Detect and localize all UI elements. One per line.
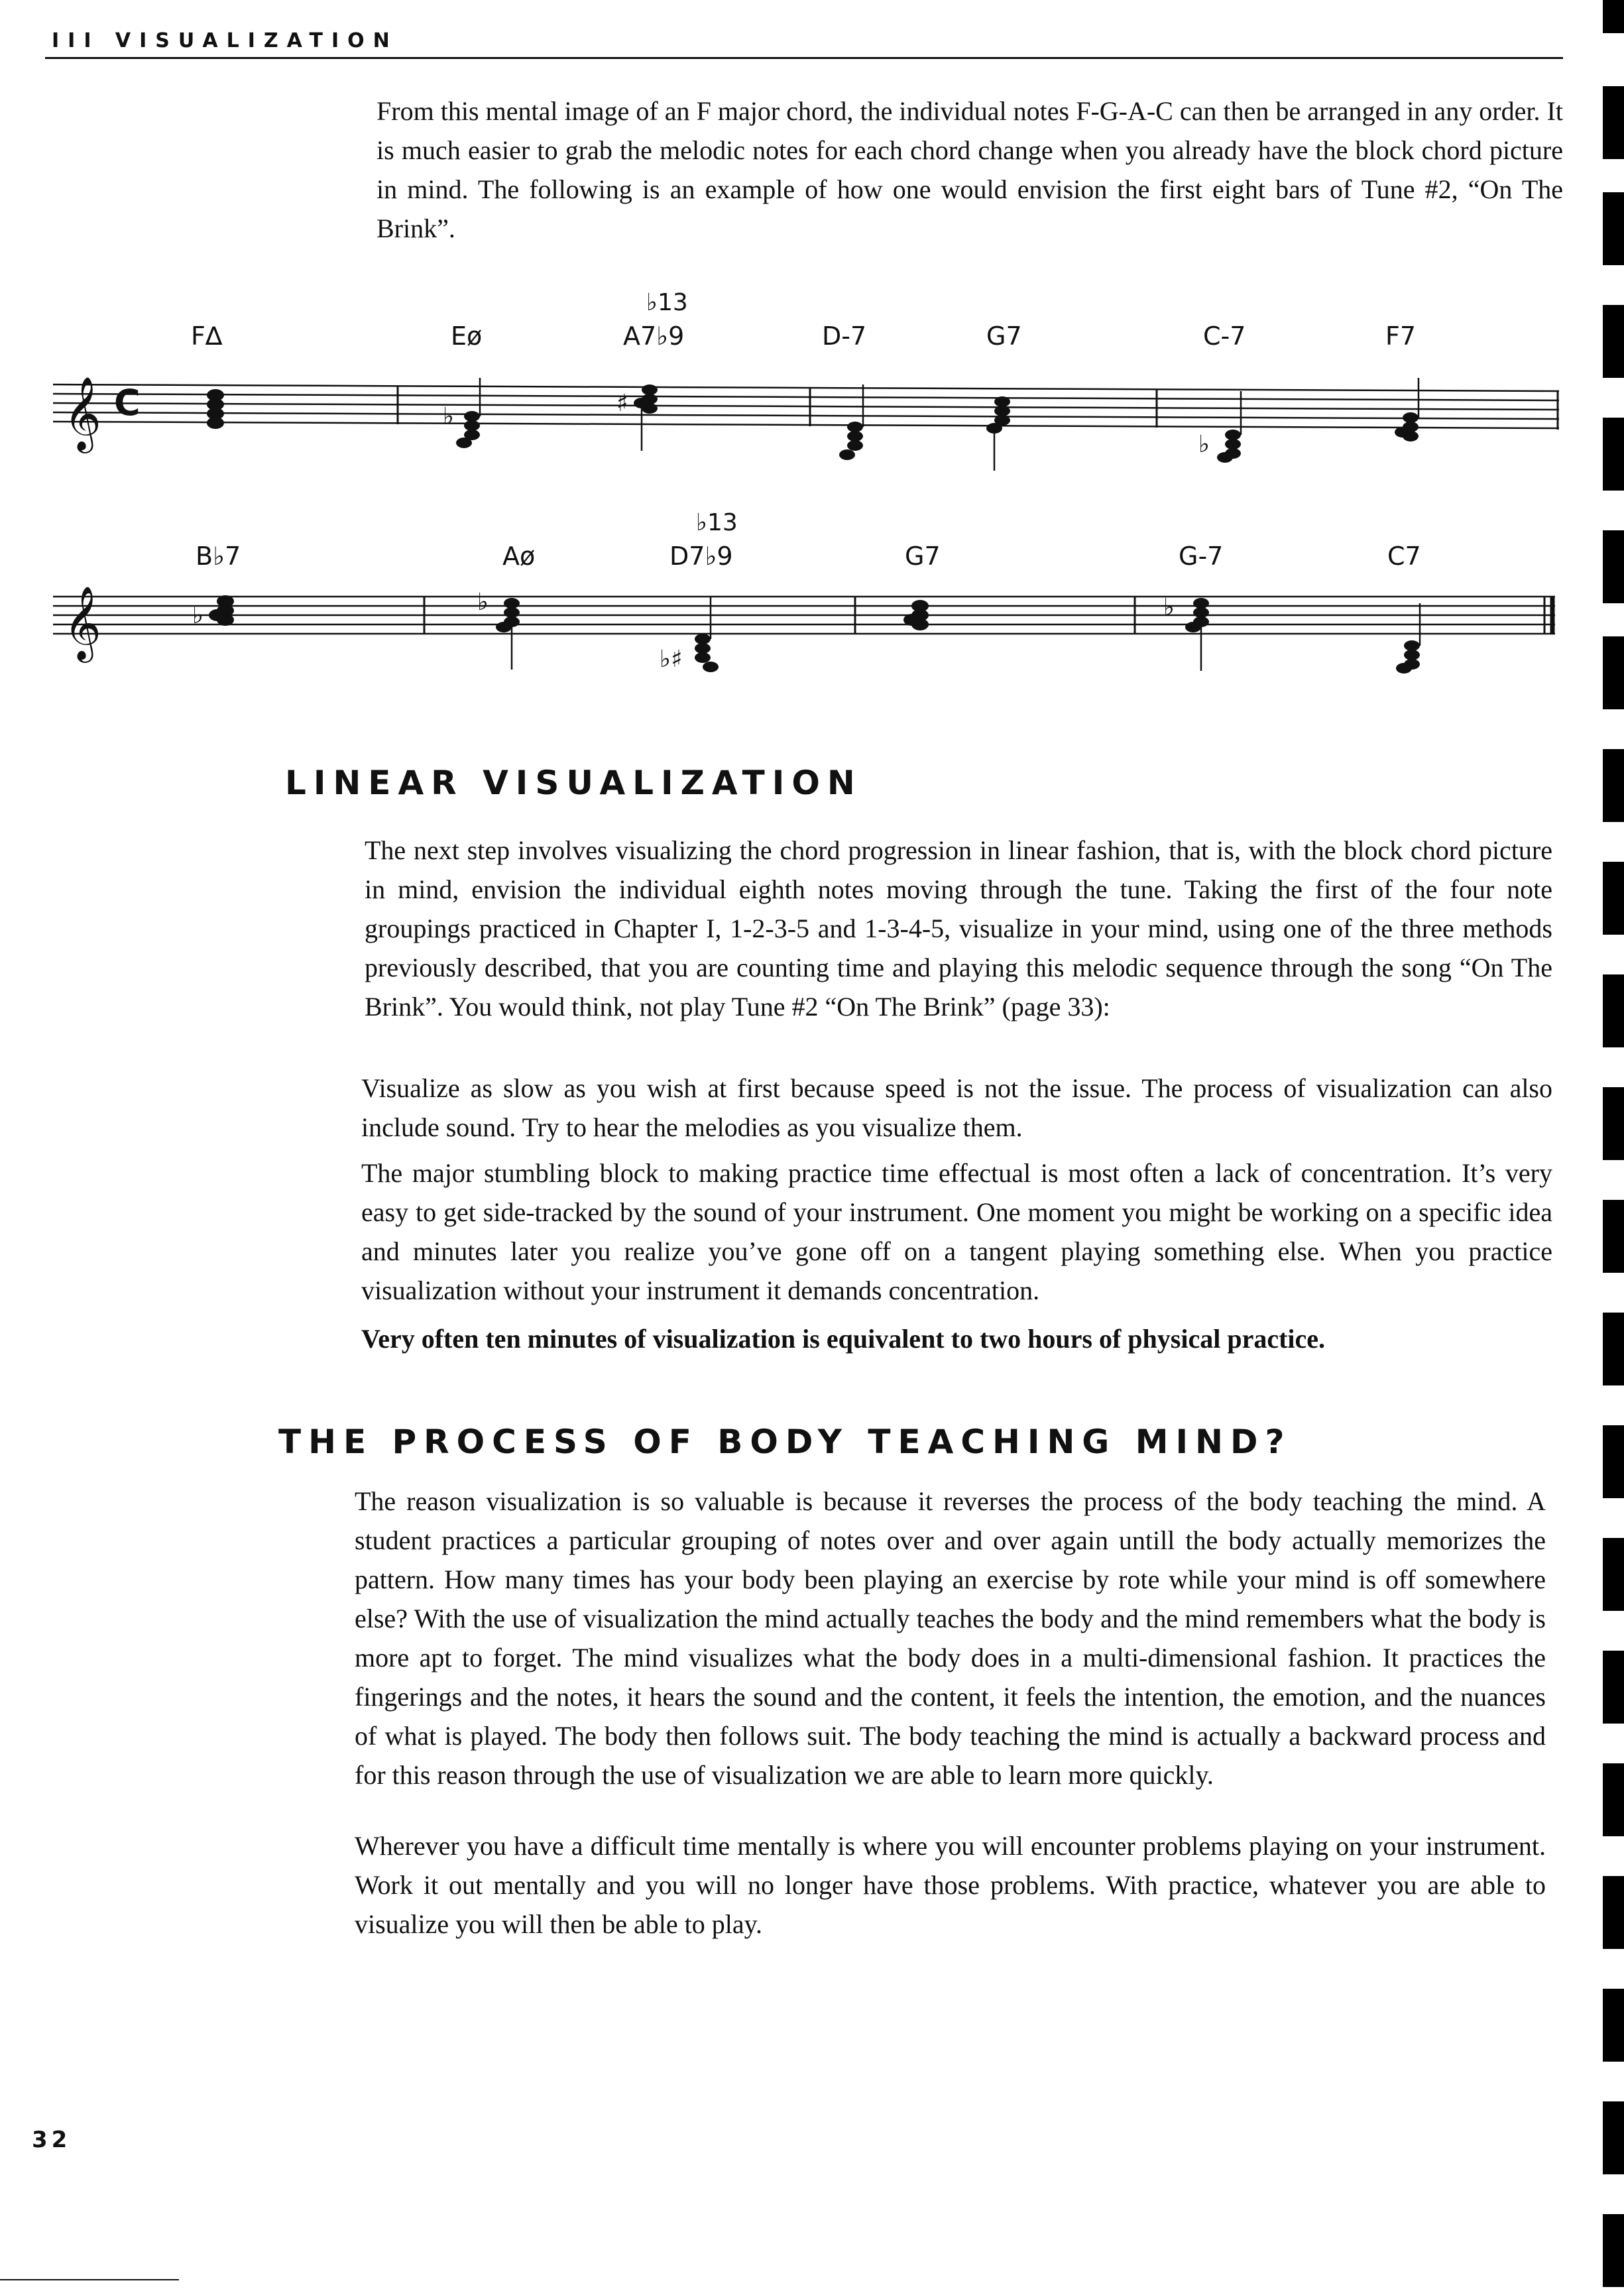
process-paragraph-2: Wherever you have a difficult time mentally is where you will encounter problems playing on your instrument. Work it out mentally and you will no longer have those problems. With practice, whatever you are able to visualize you will then be able to play. xyxy=(355,1831,1546,1939)
chord-symbol: A7♭9 xyxy=(623,322,685,351)
binding-mark xyxy=(1603,862,1624,935)
common-time-icon: C xyxy=(114,382,141,424)
block-chord xyxy=(839,384,863,460)
binding-mark xyxy=(1603,1087,1624,1160)
block-chord xyxy=(616,384,658,451)
page-number: 32 xyxy=(32,2127,72,2153)
binding-mark xyxy=(1603,1651,1624,1724)
binding-mark xyxy=(1603,530,1624,603)
chord-symbol: Aø xyxy=(502,542,536,571)
binding-mark xyxy=(1603,305,1624,378)
binding-mark xyxy=(1603,2214,1624,2287)
binding-mark xyxy=(1603,192,1624,265)
linear-paragraph-2: Visualize as slow as you wish at first because speed is not the issue. The process of visualization can also include sound. Try to hear the melodies as you visualize them. xyxy=(361,1073,1552,1142)
emphasis-statement: Very often ten minutes of visualization is equivalent to two hours of physical practice. xyxy=(361,1324,1326,1354)
linear-paragraph-3: The major stumbling block to making practice time effectual is most often a lack of concentration. It’s very easy to get side-tracked by the sound of your instrument. One moment you might be working on a specific idea and minutes later you realize you’ve gone off on a tangent playing something else. When you practice visualization without your instrument it demands concentration. xyxy=(361,1158,1552,1305)
block-chord xyxy=(660,597,719,673)
chord-symbol: Eø xyxy=(451,322,483,351)
chord-alteration: ♭13 xyxy=(646,289,688,316)
running-head: III VISUALIZATION xyxy=(52,29,398,52)
treble-clef-icon: 𝄞 xyxy=(64,376,101,450)
binding-mark xyxy=(1603,1989,1624,2062)
binding-mark xyxy=(1603,974,1624,1047)
svg-text:♯: ♯ xyxy=(616,390,628,417)
binding-mark xyxy=(1603,1876,1624,1949)
svg-text:♭: ♭ xyxy=(192,602,203,629)
chord-symbol: G-7 xyxy=(1179,542,1224,571)
block-chord xyxy=(207,389,224,429)
music-staff-system-2 xyxy=(0,504,1624,703)
block-chord xyxy=(477,589,520,670)
binding-mark xyxy=(1603,2101,1624,2174)
chord-symbol: F7 xyxy=(1385,322,1417,351)
binding-mark xyxy=(1603,1425,1624,1498)
chord-symbol: D-7 xyxy=(822,322,867,351)
binding-mark xyxy=(1603,636,1624,709)
section-heading-body-teaching-mind: THE PROCESS OF BODY TEACHING MIND? xyxy=(278,1423,1292,1461)
chord-symbol: F∆ xyxy=(191,322,223,351)
chord-noteheads-row-2 xyxy=(192,589,1420,674)
header-rule xyxy=(45,57,1563,59)
footer-rule xyxy=(0,2279,179,2280)
binding-mark xyxy=(1603,749,1624,822)
binding-mark xyxy=(1603,418,1624,491)
chord-symbol: B♭7 xyxy=(196,542,241,571)
svg-text:♭: ♭ xyxy=(477,589,489,616)
linear-paragraph-1: The next step involves visualizing the chord progression in linear fashion, that is, with the block chord picture in mind, envision the individual eighth notes moving through the tune. Taking the first of the four note groupings practiced in Chapter I, 1-2-3-5 and 1-3-4-5, visualize in your mind, using one of the three methods previously described, that you are counting time and playing this melodic sequence through the song “On The Brink”. You would think, not play Tune #2 “On The Brink” (page 33): xyxy=(365,835,1552,1022)
chord-symbol: G7 xyxy=(905,542,941,571)
chord-alteration: ♭13 xyxy=(696,509,738,536)
block-chord xyxy=(1396,603,1420,674)
chord-symbols-row-1 xyxy=(191,289,1416,351)
chord-symbol: C-7 xyxy=(1203,322,1246,351)
intro-paragraph: From this mental image of an F major chord, the individual notes F-G-A-C can then be arranged in any order. It is much easier to grab the melodic notes for each chord change when you already have the block chord picture in mind. The following is an example of how one would envision the first eight bars of Tune #2, “On The Brink”. xyxy=(377,96,1563,243)
binding-mark xyxy=(1603,86,1624,159)
block-chord xyxy=(443,378,480,448)
staff-lines xyxy=(53,597,1555,634)
binding-mark xyxy=(1603,1763,1624,1836)
binding-mark xyxy=(1603,1200,1624,1273)
chord-symbol: G7 xyxy=(986,322,1022,351)
binding-mark xyxy=(1603,1538,1624,1611)
process-paragraph-1: The reason visualization is so valuable is because it reverses the process of the body teaching the mind. A student practices a particular grouping of notes over and over again untill the body actually memorizes the pattern. How many times has your body been playing an exercise by rote while your mind is off somewhere else? With the use of visualization the mind actually teaches the body and the mind remembers what the body is more apt to forget. The mind visualizes what the body does in a multi-dimensional fashion. It practices the fingerings and the notes, it hears the sound and the content, it feels the intention, the emotion, and the nuances of what is played. The body then follows suit. The body teaching the mind is actually a backward process and for this reason through the use of visualization we are able to learn more quickly. xyxy=(355,1486,1546,1790)
svg-text:♭: ♭ xyxy=(443,403,454,430)
staff-lines xyxy=(53,384,1559,428)
treble-clef-icon: 𝄞 xyxy=(64,585,101,660)
chord-symbol: D7♭9 xyxy=(669,542,733,571)
binding-mark xyxy=(1603,0,1624,33)
block-chord xyxy=(903,600,929,630)
chord-symbol: C7 xyxy=(1387,542,1421,571)
section-heading-linear-visualization: LINEAR VISUALIZATION xyxy=(285,764,862,802)
music-staff-system-1 xyxy=(0,278,1624,497)
svg-text:♭: ♭ xyxy=(1198,431,1210,458)
svg-text:♭: ♭ xyxy=(1163,594,1175,621)
svg-text:♭♯: ♭♯ xyxy=(660,646,683,673)
chord-symbols-row-2 xyxy=(196,509,1421,571)
binding-mark xyxy=(1603,1313,1624,1385)
